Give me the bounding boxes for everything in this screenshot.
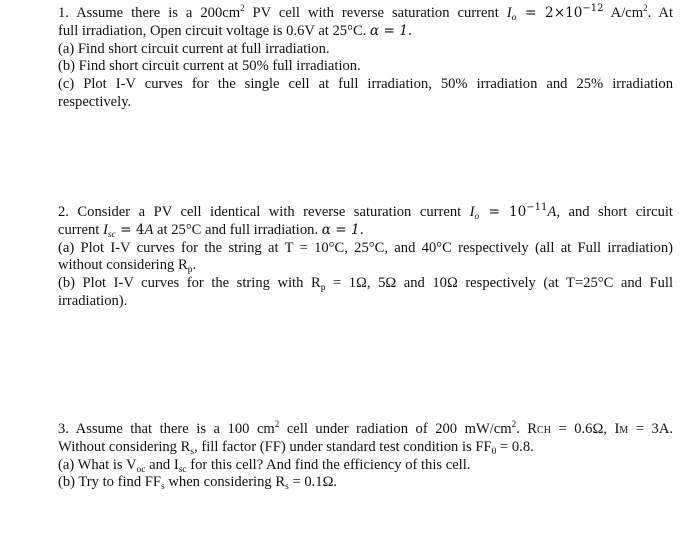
q1-part-c: (c) Plot I-V curves for the single cell at full irradiation, 50% irradiation and 25% irradiation bbox=[58, 76, 673, 93]
q1-line-2: full irradiation, Open circuit voltage is 0.6V at 25°C. α = 1. bbox=[58, 22, 413, 39]
q3-part-a: (a) What is $V_{oc}$ and $I_{sc}$ for this cell? And find the efficiency of this cell. bbox=[58, 456, 471, 475]
q1-part-b: (b) Find short circuit current at 50% full irradiation. bbox=[58, 58, 361, 75]
q2-part-b-cont: irradiation). bbox=[58, 292, 128, 309]
q1-part-a: (a) Find short circuit current at full irradiation. bbox=[58, 40, 330, 57]
q1-line-1: 1. Assume there is a $200cm^2$ PV cell with reverse saturation current $I_o = 2\times 10^{-12}$ $A/cm^2$. At bbox=[58, 3, 673, 23]
q2-line-1: 2. Consider a PV cell identical with reverse saturation current $I_o = 10^{-11}A$, and short circuit bbox=[58, 202, 673, 222]
q3-line-2: Without considering $R_s$, fill factor (FF) under standard test condition is $FF_0 = 0.8$. bbox=[58, 438, 534, 457]
q2-part-a-cont: without considering $R_p$. bbox=[58, 257, 197, 276]
q2-line-2: current $I_{sc} = 4A$ at 25°C and full irradiation. α = 1. bbox=[58, 221, 364, 240]
q3-line-1: 3. Assume that there is a 100 $cm^2$ cell under radiation of 200 $mW/cm^2$. RCH = 0.6Ω, IM = 3A. bbox=[58, 419, 674, 437]
q2-part-b: (b) Plot I-V curves for the string with $R_p = 1\Omega$, 5Ω and 10Ω respectively (at T=25°C and Full bbox=[58, 275, 674, 294]
q2-part-a: (a) Plot I-V curves for the string at T = 10°C, 25°C, and 40°C respectively (all at Full irradiation) bbox=[58, 239, 673, 256]
question-1 bbox=[58, 5, 673, 112]
q1-part-c-cont: respectively. bbox=[58, 93, 132, 110]
q3-part-b: (b) Try to find $FF_s$ when considering $R_s = 0.1\Omega$. bbox=[58, 474, 338, 493]
question-3 bbox=[58, 421, 673, 492]
question-2 bbox=[58, 204, 673, 311]
